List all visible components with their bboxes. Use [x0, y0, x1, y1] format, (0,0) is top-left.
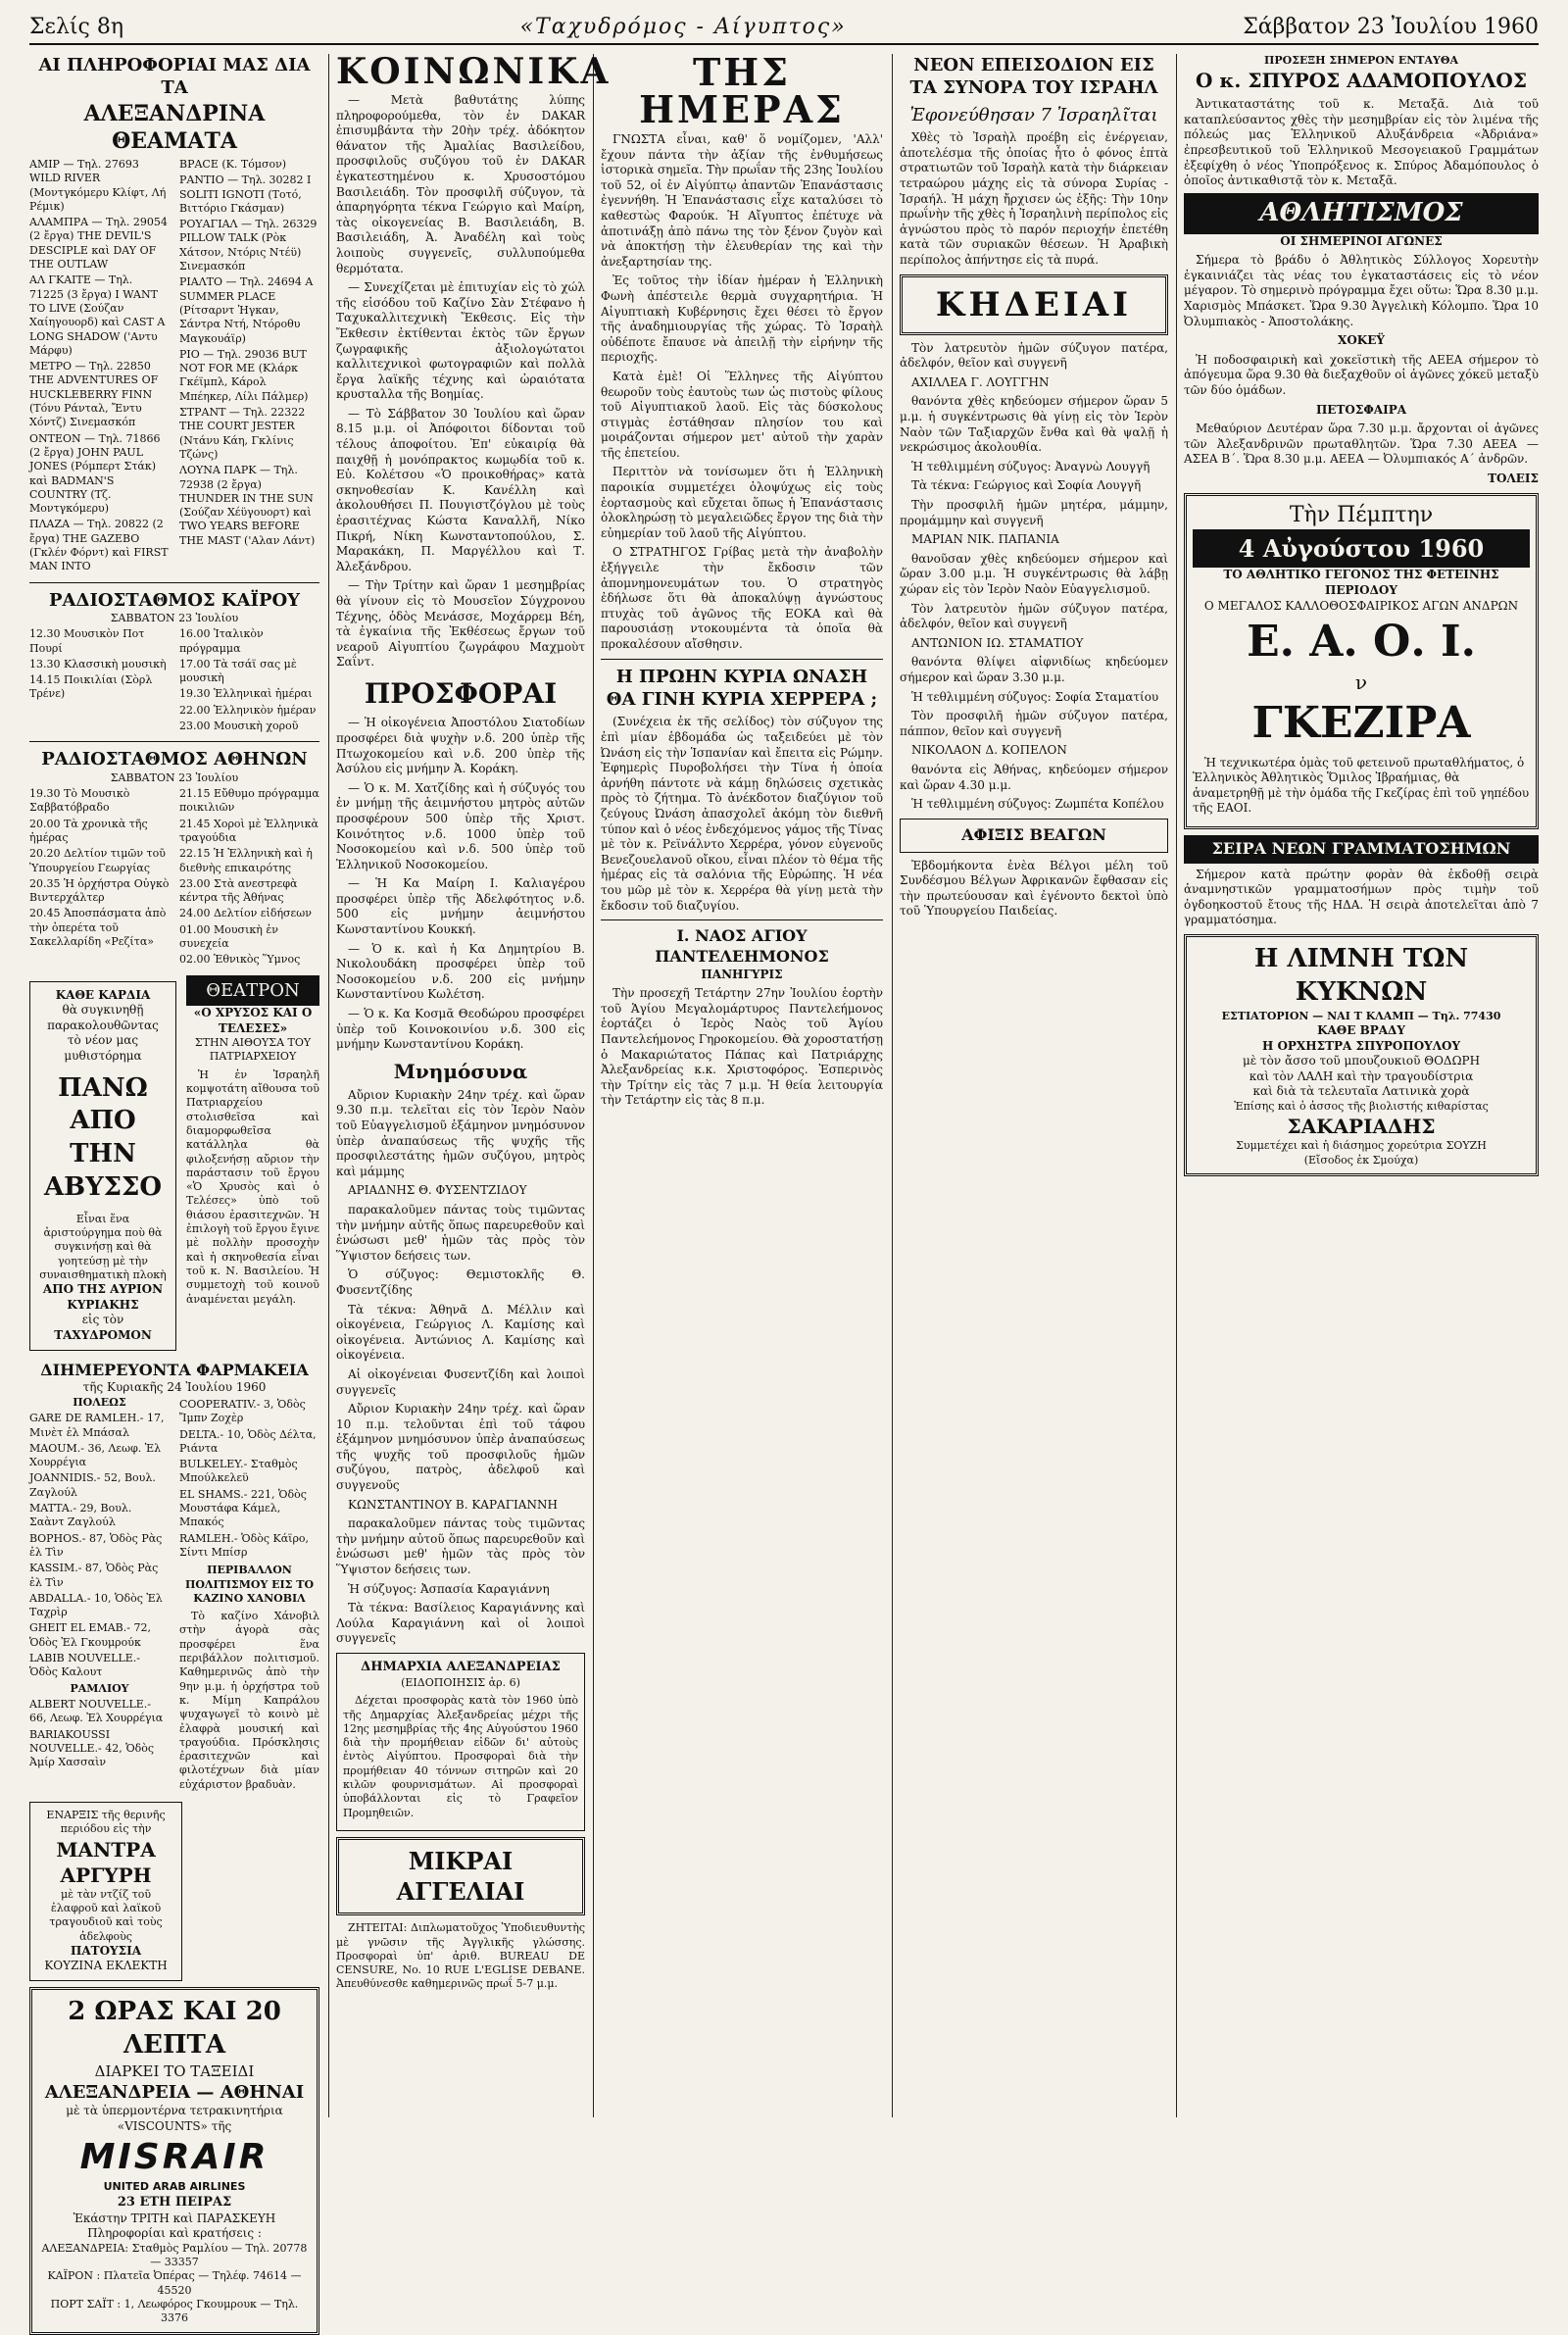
pharmacy-item: GHEIT EL EMAB.- 72, Ὁδὸς Ἐλ Γκουμρούκ [29, 1621, 151, 1649]
column-rule [892, 54, 893, 2117]
radio-program-item: 16.00 Ἰταλικὸν πρόγραμμα [179, 627, 264, 655]
radio-program-item: 20.35 Ἡ ὀρχήστρα Οὐγκὸ Βιντερχάλτερ [29, 876, 170, 905]
misrair-line: ΑΛΕΞΑΝΔΡΕΙΑ: Σταθμὸς Ραμλίου — Τηλ. 20778 — 33357 [41, 2241, 308, 2269]
funeral-paragraph: Ἡ τεθλιμμένη σύζυγος: Ζωμπέτα Κοπέλου [911, 797, 1164, 812]
cinema-listing: ΛΟΥΝΑ ΠΑΡΚ — Τηλ. 72938 (2 ἔργα) THUNDER IN THE SUN (Σούζαν Χέϋγουορτ) καὶ TWO YEARS BEFORE THE MAST ('Αλαν Λάντ) [179, 464, 316, 547]
pharmacies-list-left [29, 1412, 170, 1679]
radio-program-item: 02.00 Ἐθνικὸς Ὕμνος [179, 953, 301, 967]
pharmacy-item: BULKELEY.- Σταθμὸς Μπούλκελεϋ [179, 1458, 298, 1485]
radio-program-item: 20.45 Ἀποσπάσματα ἀπὸ τὴν ὀπερέτα τοῦ Σακελλαρίδη «Ρεζίτα» [29, 907, 167, 948]
funeral-paragraph: θανόντα χθὲς κηδεύομεν σήμερον ὥραν 5 μ.μ. ἡ συγκέντρωσις θὰ γίνῃ εἰς τὸν Ἱερὸν Ναὸν τῶν Ταξιαρχῶν ἔνθα καὶ θὰ ψαλῇ ἡ νεκρώσιμος ἀκολουθία. [900, 394, 1168, 455]
sports-sub: ΟΙ ΣΗΜΕΡΙΝΟΙ ΑΓΩΝΕΣ [1280, 233, 1443, 248]
memorial-paragraph: παρακαλοῦμεν πάντας τοὺς τιμῶντας τὴν μνήμην αὐτοῦ ὅπως παρευρεθοῦν καὶ ἑνώσωσι μεθ' ἡμῶν τὰς πρὸς τὸν Ὕψιστον δεήσεις των. [336, 1516, 585, 1577]
funeral-paragraph: Ἡ τεθλιμμένη σύζυγος: Σοφία Σταματίου [911, 689, 1159, 704]
column-rule [328, 54, 329, 2117]
cinema-listing: ΑΜΙΡ — Τηλ. 27693 WILD RIVER (Μοντγκόμερυ Κλίφτ, Λή Ρέμικ) [29, 157, 167, 213]
funeral-paragraph: Τὸν προσφιλῆ ἡμῶν σύζυγον πατέρα, πάππον, θεῖον καὶ συγγενῆ [900, 709, 1168, 738]
consul-label: ΠΡΟΣΕΞΗ ΣΗΜΕΡΟΝ ΕΝΤΑΥΘΑ [1264, 54, 1458, 67]
radio-cairo-program [29, 625, 319, 735]
memorial-paragraph: Ἡ σύζυγος: Ἀσπασία Καραγιάννη [348, 1581, 550, 1596]
memorials-paragraphs [336, 1088, 585, 1647]
day-paragraphs [601, 132, 883, 541]
radio-program-item: 19.30 Ἑλληνικαὶ ἡμέραι [179, 687, 313, 701]
cinema-listing: ΣΤΡΑΝΤ — Τηλ. 22322 THE COURT JESTER (Ντάνυ Κάη, Γκλίνις Τζώνς) [179, 406, 306, 461]
funeral-paragraph: Ἡ τεθλιμμένη σύζυγος: Ἀναγνὼ Λουγγῆ [911, 459, 1151, 473]
column-rule [593, 54, 594, 2117]
pharmacies-list-right [179, 1398, 319, 1560]
column-2 [336, 51, 612, 2117]
divider [29, 741, 319, 742]
radio-athens-program [29, 785, 319, 969]
swan-lake-line: ΣΑΚΑΡΙΑΔΗΣ [1287, 1115, 1436, 1139]
pharmacy-item: EL SHAMS.- 221, Ὁδὸς Μουστάφα Κάμελ, Μπακός [179, 1487, 307, 1529]
misrair-line: ΠΟΡΤ ΣΑΪΤ : 1, Λεωφόρος Γκουμρουκ — Τηλ. 3376 [50, 2298, 299, 2325]
belgians-heading: ΑΦΙΞΙΣ ΒΕΑΓΩΝ [900, 819, 1168, 853]
consul-name: Ο κ. ΣΠΥΡΟΣ ΑΔΑΜΟΠΟΥΛΟΣ [1196, 69, 1527, 93]
pharmacy-item: ABDALLA.- 10, Ὁδὸς Ἐλ Ταχρὶρ [29, 1591, 163, 1619]
page-number: Σελίς 8η [29, 14, 124, 39]
swan-lake-line: (Εἴσοδος ἐκ Σμούχα) [1303, 1153, 1419, 1167]
pharmacy-item: MATTA.- 29, Βουλ. Σαὰντ Ζαγλούλ [29, 1502, 132, 1529]
radio-program-item: 22.00 Ἑλληνικὸν ἡμέραν [179, 703, 317, 717]
novel-title: ΠΑΝΩ ΑΠΟ ΤΗΝ ΑΒΥΣΣΟ [43, 1072, 163, 1202]
misrair-line: 23 ΕΤΗ ΠΕΙΡΑΣ [117, 2194, 232, 2210]
municipality-title: ΔΗΜΑΡΧΙΑ ΑΛΕΞΑΝΔΡΕΙΑΣ [361, 1660, 561, 1675]
radio-program-item: 01.00 Μουσικὴ ἐν συνεχεία [179, 922, 278, 950]
sports-signature: ΤΟΛΕΙΣ [1488, 471, 1539, 485]
swan-lake-line: καὶ τὸν ΛΑΛΗ καὶ τὴν τραγουδίστρια [1249, 1068, 1474, 1083]
pharmacy-item: ALBERT NOUVELLE.- 66, Λεωφ. Ἐλ Χουρρέγια [29, 1697, 164, 1725]
novel-ad-line: θὰ συγκινηθῇ παρακολουθῶντας [47, 1003, 159, 1032]
memorial-paragraph: Τὰ τέκνα: Βασίλειος Καραγιάννης καὶ Λούλα Καραγιάννη καὶ οἱ λοιποὶ συγγενεῖς [336, 1601, 585, 1646]
match-ad-line: ΤΟ ΑΘΛΗΤΙΚΟ ΓΕΓΟΝΟΣ ΤΗΣ ΦΕΤΕΙΝΗΣ ΠΕΡΙΟΔΟΥ [1223, 568, 1499, 597]
masthead [29, 10, 1539, 45]
divider [601, 919, 883, 920]
social-paragraphs [336, 93, 585, 671]
hockey-text: Ἡ ποδοσφαιρικὴ καὶ χοκεϊστικὴ τῆς ΑΕΕΑ σήμερον τὸ ἀπόγευμα ὥρα 9.30 θὰ διεξαχθοῦν οἱ ἀγῶνες χόκεϋ μεταξὺ τῶν δύο ὁμάδων. [1184, 352, 1539, 397]
consul-text: Ἀντικαταστάτης τοῦ κ. Μεταξᾶ. Διὰ τοῦ καταπλεύσαντος χθὲς τὴν μεσημβρίαν εἰς τὸν λιμένα τῆς πόλεώς μας Ἑλληνικοῦ Αλυξάνδρεια «Ἀδριάνα» ἐπρεσβευτικοῦ τοῦ Ἑλληνικοῦ Μεσογειακοῦ Γραμμάτων ἐξεφίχθη ὁ νέος Ὑποπρόξενος κ. Σπύρος Ἀδαμόπουλος ὁ ὁποῖος ἀντικαθιστᾷ τὸν κ. Μεταξᾶ. [1184, 97, 1539, 188]
match-ad-day: Τὴν Πέμπτην [1289, 502, 1434, 527]
sports-text: Σήμερα τὸ βράδυ ὁ Ἀθλητικὸς Σύλλογος Χορευτὴν ἐγκαινιάζει τὰς νέας του ἐγκαταστάσεις εἰς τὸ νέον μέγαρον. Τὸ σημερινὸ πρόγραμμα ἔχει οὕτω: Ὥρα 8.30 μ.μ. Χαρισμὸς Μπάσκετ. Ὥρα 9.30 Ἀγγελικὴ Κόλομπο. Ὥρα 10 Ὀλυμπιακὸς - Ἀποστολάκης. [1184, 253, 1539, 328]
memorial-paragraph: Αἱ οἰκογένειαι Φυσεντζίδη καὶ λοιποὶ συγγενεῖς [336, 1366, 585, 1397]
issue-date: Σάββατον 23 Ἰουλίου 1960 [1243, 14, 1539, 39]
novel-ad-line: ΚΑΘΕ ΚΑΡΔΙΑ [55, 987, 151, 1002]
pharmacies-list-ramliou [29, 1698, 170, 1769]
column-rule [1176, 54, 1177, 2117]
social-paragraph: — Τὸ Σάββατον 30 Ἰουλίου καὶ ὥραν 8.15 μ.μ. οἱ Ἀπόφοιτοι δίδονται τοῦ τέλους ἀποφοίτου. Ἐπ' εὐκαιρίᾳ θὰ παιχθῇ ἡ μονόπρακτος κωμῳδία τοῦ κ. Εὐ. Κολέτσου «Ὁ προικοθήρας» κατὰ σκηνοθεσίαν Κ. Κανέλλη καὶ ἀκολουθήσει Π. Πουγιστζόγλου μὲ τοὺς ἐρασιτέχνας Κώστα Καναλλῆ, Νίκο Πικρή, Νίκη Κωνσταντοπούλου, Σ. Μαρακάκη, Π. Μαργέλλου καὶ Τ. Ἀλεξάνδρου. [336, 406, 585, 573]
offer-paragraph: — Ὁ κ. Μ. Χατζίδης καὶ ἡ σύζυγός του ἐν μνήμῃ τῆς ἀειμνήστου μητρὸς αὐτῶν προσφέρουν 500 ὑπὲρ τῆς Χριστ. Κοινότητος ν.δ. 1000 ὑπὲρ τοῦ Νοσοκομείου καὶ ν.δ. 500 ὑπὲρ τοῦ Ἑλληνικοῦ Νοσοκομείου. [336, 780, 585, 871]
funerals-heading: ΚΗΔΕΙΑΙ [900, 274, 1168, 335]
swan-lake-line: μὲ τὸν ἄσσο τοῦ μπουζουκιοῦ ΘΟΔΩΡΗ [1242, 1054, 1481, 1068]
divider [29, 582, 319, 583]
radio-athens-left [29, 785, 170, 969]
casino-ad-text: Τὸ καζίνο Χάνοβιλ στὴν ἀγορὰ σὰς προσφέρει ἕνα περιβάλλον πολιτισμοῦ. Καθημερινῶς ἀπὸ τὴν 9ην μ.μ. ἡ ὀρχήστρα τοῦ κ. Μίμη Καπράλου ψυχαγωγεῖ τὸ κοινὸ μὲ ἐλαφρὰ μουσική καὶ τραγούδια. Πρόσκλησις ἐρασιτεχνῶν καὶ φιλοτέχνων διὰ μίαν εὐχάριστον βραδυὰν. [179, 1610, 319, 1791]
pharmacies-body [29, 1396, 319, 1796]
pharmacies-left-col [29, 1396, 170, 1796]
church-text: Τὴν προσεχῆ Τετάρτην 27ην Ἰουλίου ἑορτὴν τοῦ Ἁγίου Μεγαλομάρτυρος Παντελεήμονος ἑορτάζει ὁ Ἱερὸς Ναὸς τοῦ Ἁγίου Παντελεήμονος Γηροκομείου. Θὰ χοροστατήσῃ ὁ Μακαριώτατος Πάπας καὶ Πατριάρχης Ἀλεξανδρείας κ.κ. Χριστοφόρος. Ἐσπερινὸς τὴν Τρίτην εἰς τὰς 7 μ.μ. Ἡ θεία λειτουργία τὴν Τετάρτην εἰς τὰς 8 π.μ. [601, 986, 883, 1108]
cinema-listing: ΡΙΑΛΤΟ — Τηλ. 24694 A SUMMER PLACE (Ρίτσαρντ Ἠγκαν, Σάντρα Ντή, Ντόροθυ Μαγκουάϊρ) [179, 275, 314, 345]
mandra-ad-line: ΠΑΤΟΥΣΙΑ [71, 1943, 142, 1958]
pharmacies-right-col [179, 1396, 319, 1796]
radio-program-item: 21.45 Χοροὶ μὲ Ἑλληνικὰ τραγούδια [179, 817, 318, 844]
israel-heading: ΝΕΟΝ ΕΠΕΙΣΟΔΙΟΝ ΕΙΣ ΤΑ ΣΥΝΟΡΑ ΤΟΥ ΙΣΡΑΗΛ [909, 55, 1158, 99]
ads-row [29, 975, 319, 1357]
pharmacy-item: BARIAKOUSSI NOUVELLE.- 42, Ὁδὸς Ἀμίρ Χασσαὶν [29, 1727, 155, 1769]
classifieds-heading: ΜΙΚΡΑΙ ΑΓΓΕΛΙΑΙ [336, 1837, 585, 1915]
theatre-box-subtitle: «Ο ΧΡΥΣΟΣ ΚΑΙ Ο ΤΕΛΕΣΕΣ» [193, 1005, 313, 1035]
memorial-paragraph: παρακαλοῦμεν πάντας τοὺς τιμῶντας τὴν μνήμην αὐτῆς ὅπως παρευρεθοῦν καὶ ἑνώσωσι μεθ' ἡμῶν τὰς πρὸς τὸν Ὕψιστον δεήσεις των. [336, 1202, 585, 1263]
newspaper-name: «Ταχυδρόμος - Αίγυπτος» [519, 14, 847, 39]
radio-program-item: 19.30 Τὸ Μουσικὸ Σαββατόβραδο [29, 787, 130, 815]
onassis-heading: Η ΠΡΩΗΝ ΚΥΡΙΑ ΩΝΑΣΗ ΘΑ ΓΙΝΗ ΚΥΡΙΑ ΧΕΡΡΕΡΑ ; [606, 666, 878, 710]
match-ad [1184, 493, 1539, 829]
church-sub: ΠΑΝΗΓΥΡΙΣ [701, 967, 783, 981]
funeral-paragraph: Τὰ τέκνα: Γεώργιος καὶ Σοφία Λουγγῆ [911, 478, 1142, 493]
column-3 [601, 50, 883, 2117]
match-ad-team2: ΓΚΕΖΙΡΑ [1251, 698, 1471, 749]
offer-paragraph: — Ὁ κ. καὶ ἡ Κα Δημητρίου Β. Νικολουδάκη προσφέρει ὑπὲρ τοῦ Νοσοκομείου ν.δ. 200 εἰς μνήμην Κωνσταντίνου Κωλέτση. [336, 941, 585, 1002]
offer-paragraph: — Ἡ Κα Μαίρη Ι. Καλιαγέρου προσφέρει ὑπὲρ τῆς Ἀδελφότητος ν.δ. 500 εἰς μνήμην ἀειμνήστου Κωνσταντίνου Κουκκή. [336, 876, 585, 937]
misrair-headline: 2 ΩΡΑΣ ΚΑΙ 20 ΛΕΠΤΑ [68, 1996, 281, 2060]
theatre-box-venue: ΣΤΗΝ ΑΙΘΟΥΣΑ ΤΟΥ ΠΑΤΡΙΑΡΧΕΙΟΥ [194, 1036, 312, 1064]
funeral-paragraph: Τὴν προσφιλῆ ἡμῶν μητέρα, μάμμην, προμάμμην καὶ συγγενῆ [900, 498, 1168, 527]
memorial-paragraph: Τὰ τέκνα: Ἀθηνᾶ Δ. Μέλλιν καὶ οἰκογένεια, Γεώργιος Λ. Καμίσης καὶ οἰκογένεια. Ἀντώνιος Λ. Καμίσης καὶ οἰκογένεια. [336, 1302, 585, 1363]
funeral-paragraph: ΑΧΙΛΛΕΑ Γ. ΛΟΥΓΓΗΝ [911, 374, 1050, 389]
stamps-heading: ΣΕΙΡΑ ΝΕΩΝ ΓΡΑΜΜΑΤΟΣΗΜΩΝ [1184, 835, 1539, 864]
social-paragraph: — Συνεχίζεται μὲ ἐπιτυχίαν εἰς τὸ χώλ τῆς εἰσόδου τοῦ Καζίνο Σὰν Στέφανο ἡ Ταχυκαλλιτεχνικὴ Ἔκθεσις. Εἰς τὴν Ἔκθεσιν ἐκτίθενται ἐκτὸς τῶν ἔργων ζωγραφικῆς ἀξιολογώτατοι καλλιτεχνικοὶ φωτογραφιῶν καὶ πολλὰ ἔργα λαϊκῆς τέχνης καὶ ὡραιότατα κρυσταλλα τῆς Βοημίας. [336, 280, 585, 402]
cinema-list-left [29, 156, 170, 576]
hockey-heading: ΧΟΚΕΫ [1338, 333, 1385, 348]
misrair-line: μὲ τὰ ὑπερμοντέρνα τετρακινητήρια «VISCOUNTS» τῆς [66, 2104, 283, 2134]
cinema-listing: ΡΟΥΑΓΙΑΛ — Τηλ. 26329 PILLOW TALK (Ρὸκ Χάτσον, Ντόρις Ντέϋ) Σινεμασκόπ [179, 218, 318, 273]
match-ad-date: 4 Αὐγούστου 1960 [1193, 529, 1530, 568]
social-heading: ΚΟΙΝΩΝΙΚΑ [336, 51, 612, 92]
pharmacies-sub: τῆς Κυριακῆς 24 Ἰουλίου 1960 [82, 1380, 267, 1395]
swan-lake-line: ΚΑΘΕ ΒΡΑΔΥ [1317, 1022, 1405, 1037]
memorial-paragraph: ΑΡΙΑΔΝΗΣ Θ. ΦΥΣΕΝΤΖΙΔΟΥ [348, 1183, 527, 1198]
divider [601, 659, 883, 660]
day-paragraph: Περιττὸν νὰ τονίσωμεν ὅτι ἡ Ἑλληνικὴ παροικία συμμετέχει ὁλοψύχως εἰς τοὺς ἑορτασμοὺς καὶ εὔχεται ὅπως ἡ Ἐπανάστασις ὁλοκληρώσῃ τὸ μεγαλειῶδες ἔργον της διὰ τὴν εὐημερίαν τοῦ λαοῦ τῆς Αἰγύπτου. [601, 465, 883, 540]
cinema-listing: ΒΡΑCΕ (Κ. Τόμσον) [179, 157, 287, 171]
swan-lake-ad [1184, 934, 1539, 1176]
theatre-box-title: ΘΕΑΤΡΟΝ [186, 975, 319, 1006]
novel-ad-line: εἰς τὸν [81, 1313, 124, 1327]
match-ad-line: Ο ΜΕΓΑΛΟΣ ΚΑΛΛΟΘΟΣΦΑΙΡΙΚΟΣ ΑΓΩΝ ΑΝΔΡΩΝ [1203, 598, 1519, 613]
theatres-heading-2: ΑΛΕΞΑΝΔΡΙΝΑ ΘΕΑΜΑΤΑ [83, 100, 266, 155]
column-4 [900, 54, 1168, 2117]
radio-athens-date: ΣΑΒΒΑΤΟΝ 23 Ἰουλίου [110, 770, 239, 784]
theatre-box [186, 975, 319, 1357]
cinema-list-right [179, 156, 319, 576]
offer-paragraph: — Ἡ οἰκογένεια Ἀποστόλου Σιατοδίων προσφέρει διὰ ψυχὴν ν.δ. 200 ὑπὲρ τῆς Πτωχοκομείου καὶ ν.δ. 200 ὑπὲρ τῆς Ἀσύλου εἰς μνήμην Ἀ. Κοράκη. [336, 716, 585, 776]
volleyball-text: Μεθαύριον Δευτέραν ὥρα 7.30 μ.μ. ἄρχονται οἱ ἀγῶνες τῶν Ἀλεξανδρινῶν πρωταθλητῶν. Ὥρα 7.30 ΑΕΕΑ — ΑΣΕΑ Β΄. Ὥρα 8.30 μ.μ. ΑΕΕΑ — Ὀλυμπιακός Α΄ ἀνδρῶν. [1184, 422, 1539, 467]
novel-ad-line: ΤΑΧΥΔΡΟΜΟΝ [54, 1328, 152, 1343]
funeral-paragraph: Τὸν λατρευτὸν ἡμῶν σύζυγον πατέρα, ἀδελφόν, θεῖον καὶ συγγενῆ [900, 601, 1168, 631]
swan-lake-line: ΕΣΤΙΑΤΟΡΙΟΝ — ΝΑΙ Τ ΚΛΑΜΠ — Τηλ. 77430 [1221, 1009, 1501, 1022]
offers-heading: ΠΡΟΣΦΟΡΑΙ [364, 676, 558, 710]
radio-program-item: 14.15 Ποικιλίαι (Σὸρλ Τρένε) [29, 673, 153, 701]
funeral-paragraph: θανόντα θλίψει αἰφνιδίως κηδεύομεν σήμερον καὶ ὥραν 3.30 μ.μ. [900, 655, 1168, 684]
pharmacy-item: ΜΑΟUM.- 36, Λεωφ. Ἐλ Χουρρέγια [29, 1441, 162, 1469]
match-ad-text: Ἡ τεχνικωτέρα ὁμὰς τοῦ φετεινοῦ πρωταθλήματος, ὁ Ἑλληνικὸς Ἀθλητικὸς Ὅμιλος Ἰβραήμιας, θὰ ἀναμετρηθῇ μὲ τὴν ὁμάδα τῆς Γκεζίρας ἐπὶ τοῦ γηπέδου τῆς ΕΑΟΙ. [1193, 755, 1530, 816]
pharmacy-item: RAMLEH.- Ὁδὸς Κάϊρο, Σίντι Μπίσρ [179, 1531, 310, 1559]
memorial-paragraph: Αὔριον Κυριακὴν 24ην τρέχ. καὶ ὥραν 10 π.μ. τελοῦνται ἐπὶ τοῦ τάφου ἐξάμηνον μνημόσυνον ὑπὲρ ἀναπαύσεως τῆς ψυχῆς τοῦ προσφιλοῦς ἡμῶν συζύγου, πατρὸς, ἀδελφοῦ καὶ συγγενοῦς [336, 1402, 585, 1493]
cinema-listing: ΟΝΤΕΟΝ — Τηλ. 71866 (2 ἔργα) JOHN PAUL JONES (Ρόμπερτ Στάκ) καὶ BADMAN'S COUNTRY (Τζ. Μοντγκόμερυ) [29, 431, 161, 516]
radio-cairo-right [179, 625, 319, 735]
radio-program-item: 21.15 Εὔθυμο πρόγραμμα ποικιλιῶν [179, 787, 319, 815]
belgians-text: Ἐβδομήκοντα ἑνὲα Βέλγοι μέλη τοῦ Συνδέσμου Βέλγων Ἀφρικανῶν ἔφθασαν εἰς τὴν πρωτεύουσαν καὶ ἐγένοντο δεκτοὶ ὑπὸ τοῦ Ὑπουργείου Παιδείας. [900, 858, 1168, 919]
novel-ad-line: Εἶναι ἕνα ἀριστούργημα ποὺ θὰ συγκινήσῃ καὶ θὰ γοητεύσῃ μὲ τὴν συναισθηματικὴ πλοκὴ [39, 1212, 167, 1281]
pharmacy-item: LABIB NOUVELLE.- Ὁδὸς Καλουτ [29, 1652, 140, 1679]
swan-lake-title: Η ΛΙΜΝΗ ΤΩΝ ΚΥΚΝΩΝ [1253, 944, 1469, 1007]
pharmacy-item: GARE DE RAMLEH.- 17, Μινὲτ ἐλ Μπάσαλ [29, 1412, 165, 1439]
column-5 [1184, 54, 1539, 2117]
church-heading: Ι. ΝΑΟΣ ΑΓΙΟΥ ΠΑΝΤΕΛΕΗΜΟΝΟΣ [655, 926, 829, 966]
swan-lake-line: Η ΟΡΧΗΣΤΡΑ ΣΠΥΡΟΠΟΥΛΟΥ [1261, 1038, 1461, 1053]
radio-program-item: 17.00 Τὰ τσάϊ σας μὲ μουσικὴ [179, 657, 297, 685]
municipality-sub: (ΕΙΔΟΠΟΙΗΣΙΣ ἀρ. 6) [401, 1675, 520, 1689]
theatres-heading: ΑΙ ΠΛΗΡΟΦΟΡΙΑΙ ΜΑΣ ΔΙΑ ΤΑ [38, 55, 311, 99]
classifieds-text: ΖΗΤΕΙΤΑΙ: Διπλωματοῦχος Ὑποδιευθυντὴς μὲ γνῶσιν τῆς Ἀγγλικῆς γλώσσης. Προσφοραὶ ὑπ' ἀριθ. BUREAU DE CENSURE, No. 10 RUE L'EGLISE DEBANE. Ἀπευθύνεσθε καθημερινῶς πρωΐ 5-7 μ.μ. [336, 1921, 585, 1991]
casino-ad-title: ΠΕΡΙΒΑΛΛΟΝ ΠΟΛΙΤΙΣΜΟΥ ΕΙΣ ΤΟ ΚΑΖΙΝΟ ΧΑΝΟΒΙΛ [184, 1564, 315, 1605]
pharmacy-item: JOANNIDIS.- 52, Βουλ. Ζαγλούλ [29, 1471, 156, 1499]
memorial-paragraph: Αὔριον Κυριακὴν 24ην τρέχ. καὶ ὥραν 9.30 π.μ. τελεῖται εἰς τὸν Ἱερὸν Ναὸν τοῦ Εὐαγγελισμοῦ ἑξάμηνον μνημόσυνον ὑπὲρ ἀναπαύσεως τῆς ψυχῆς τῆς προσφιλεστάτης ἡμῶν συζύγου, μητρὸς καὶ μάμμης [336, 1087, 585, 1178]
day-paragraph: Κατὰ ἐμὲ! Οἱ Ἕλληνες τῆς Αἰγύπτου θεωροῦν τοὺς ἑαυτοὺς των ὡς πιστοὺς φίλους τοῦ Αἰγυπτιακοῦ λαοῦ. Εἰς τὰς δύσκολους στιγμὰς ἐστάθησαν πλησίον του καὶ μοιράζονται σήμερον μετ' αὐτοῦ τὴν χαρὰν τῆς ἐπετείου. [601, 369, 883, 460]
pharmacy-item: KASSIM.- 87, Ὁδὸς Ρὰς ἐλ Τὶν [29, 1562, 159, 1589]
cinema-listings [29, 156, 319, 576]
mandra-ad-line: μὲ τὰν ντζίζ τοῦ ἐλαφροῦ καὶ λαϊκοῦ τραγουδιοῦ καὶ τοὺς ἀδελφοὺς [49, 1887, 163, 1943]
funeral-paragraph: θανόντα εἰς Ἀθήνας, κηδεύομεν σήμερον καὶ ὥραν 4.30 μ.μ. [900, 762, 1168, 792]
cinema-listing: ΡΑΝΤΙΟ — Τηλ. 30282 I SOLITI IGNOTI (Τοτό, Βιττόριο Γκάσμαν) [179, 174, 312, 215]
misrair-line: Πληροφορίαι καὶ κρατήσεις : [87, 2226, 262, 2241]
social-paragraph: — Τὴν Τρίτην καὶ ὥραν 1 μεσημβρίας θὰ γίνουν εἰς τὸ Μουσεῖον Σύγχρονου Τέχνης, ὁδὸς Μενάσσε, Μοχάρρεμ Βέη, τὰ ἐγκαίνια τῆς Ἐκθέσεως ἔργων τοῦ νεαροῦ Αἰγυπτίου ζωγράφου Μαχμοὺτ Σαΐντ. [336, 578, 585, 670]
pharmacies-heading: ΔΙΗΜΕΡΕΥΟΝΤΑ ΦΑΡΜΑΚΕΙΑ [40, 1360, 309, 1379]
radio-program-item: 22.15 Ἡ Ἑλληνικὴ καὶ ἡ διεθνὴς επικαιρότης [179, 847, 313, 874]
theatre-box-text: Ἡ ἐν Ἰσραηλῆ κομψοτάτη αἴθουσα τοῦ Πατριαρχείου στολισθεῖσα καὶ διαμορφωθεῖσα κατάλληλα θὰ φιλοξενήσῃ αὔριον τὴν παράστασιν τοῦ ἔργου «Ὁ Χρυσὸς καὶ ὁ Τελέσες» ὑπὸ τοῦ θιάσου ἐρασιτεχνῶν. Ἡ ἐπιλογὴ τοῦ ἔργου ἔγινε μὲ πολλὴν προσοχὴν καὶ ἡ σκηνοθεσία εἶναι τοῦ κ. Ν. Βασιλείου. Ἡ συμμετοχὴ τοῦ κοινοῦ ἀναμένεται μεγάλη. [186, 1068, 319, 1306]
match-ad-vs: ν [1354, 671, 1368, 695]
radio-athens-right [179, 785, 319, 969]
misrair-line: ΔΙΑΡΚΕΙ ΤΟ ΤΑΞΕΙΔΙ [94, 2062, 255, 2080]
swan-lake-line: καὶ διὰ τὰ τελευταῖα Λατινικὰ χορὰ [1252, 1084, 1470, 1099]
funeral-paragraph: ΝΙΚΟΛΑΟΝ Δ. ΚΟΠΕΛΟΝ [911, 743, 1067, 758]
israel-sub: Ἐφονεύθησαν 7 Ἰσραηλῖται [909, 104, 1158, 125]
radio-program-item: 24.00 Δελτίον εἰδήσεων [179, 907, 312, 920]
day-heading: ΤΗΣ ΗΜΕΡΑΣ [639, 50, 845, 131]
misrair-line: UNITED ARAB AIRLINES [103, 2180, 246, 2194]
swan-lake-line: Συμμετέχει καὶ ἡ διάσημος χορεύτρια ΣΟΥΖΗ [1236, 1139, 1487, 1153]
offers-paragraphs [336, 716, 585, 1052]
misrair-line: ΚΑΪΡΟΝ : Πλατεῖα Ὀπέρας — Τηλέφ. 74614 — 45520 [47, 2269, 302, 2297]
match-ad-team1: Ε. Α. Ο. Ι. [1247, 617, 1476, 668]
pharmacy-item: ΒΟΡΗΟS.- 87, Ὁδὸς Ρὰς ἐλ Τὶν [29, 1531, 163, 1559]
pharmacy-item: COOPERATIV.- 3, Ὁδὸς Ἴμπν Ζοχὲρ [179, 1398, 306, 1425]
novel-ad-line: ΑΠΟ ΤΗΣ ΑΥΡΙΟΝ ΚΥΡΙΑΚΗΣ [42, 1282, 164, 1312]
onassis-text: (Συνέχεια ἐκ τῆς σελίδος) τὸν σύζυγον της ἐπὶ μίαν ἑβδομάδα ὡς ταξειδεύει μὲ τὸν Ὠνάση εἰς τὴν Ἱσπανίαν καὶ ἔπειτα εἰς Ρώμην. Ἐφημερὶς Πυροβολήσει τὴν Τίνα ἡ ὁποία ἀρνήθη πάντοτε νὰ κάμῃ δηλώσεις σχετικὰς πρὸς τὸ ζήτημα. Τὸ ἀνέκδοτον διαζύγιον τοῦ ζεύγους Ὠνάση ἀπασχολεῖ ἀκόμη τὸν διεθνῆ τύπον καὶ ὁ νέος ἐνδεχόμενος γάμος τῆς Τίνας μὲ τὸν κ. Ρεϊνάλντο Χερρέρα, γόνον εὐγενοῦς Βενεζουελανοῦ οἴκου, εἶναι πλέον τὸ θέμα τῆς ἡμέρας εἰς τὰ σαλόνια τῆς Εὐρώπης. Ἡ νέα του μῶρ μὲ τὸν κ. Χερρέρα θὰ γίνῃ μετὰ τὴν ἔκδοσιν τοῦ διαζυγίου. [601, 715, 883, 913]
radio-program-item: 12.30 Μουσικὸν Ποτ Πουρί [29, 627, 145, 655]
radio-program-item: 20.20 Δελτίον τιμῶν τοῦ Ὑπουργείου Γεωργίας [29, 847, 166, 874]
funerals-list [900, 341, 1168, 813]
novel-ad [29, 981, 176, 1351]
cinema-listing: ΡΙΟ — Τηλ. 29036 BUT NOT FOR ME (Κλάρκ Γκέϊμπλ, Κάρολ Μπέηκερ, Λίλι Πάλμερ) [179, 347, 309, 403]
social-paragraph: — Μετὰ βαθυτάτης λύπης πληροφορούμεθα, τὸν ἐν DAKAR ἐπισυμβάντα τὴν 20ὴν τρέχ. ἀδόκητον θάνατον τῆς Ἀμαλίας Βασιλείδου, προσφιλοῦς συζύγου τοῦ ἐν DAKAR ἐγκατεστημένου κ. Χρυσοστόμου Βασιλειάδη. Τὸν προσφιλῆ σύζυγον, τὰ ἀπαρηγόρητα τέκνα Γεώργιο καὶ Μαίρη, τὰς οἰκογενείας Β. Βασιλειάδη, Β. Βασιλειάδη, Ἀ. Ἀναδέλη καὶ τοὺς λοιποὺς συγγενεῖς, συλλυπούμεθα θερμότατα. [336, 93, 585, 275]
memorials-heading: Μνημόσυνα [393, 1059, 528, 1083]
column-1 [29, 54, 319, 2325]
cinema-listing: ΑΛ ΓΚΑΙΤΕ — Τηλ. 71225 (3 ἔργα) I WANT TO LIVE (Σούζαν Χαίηγουορδ) καὶ CAST A LONG SHADOW ('Αντυ Μάρφυ) [29, 273, 166, 357]
mandra-ad-line: ΕΝΑΡΞΙΣ τῆς θερινῆς περιόδου εἰς τὴν [46, 1809, 166, 1836]
sports-heading: ΑΘΛΗΤΙΣΜΟΣ [1184, 193, 1539, 234]
radio-cairo-left [29, 625, 170, 735]
funeral-paragraph: ΜΑΡΙΑΝ ΝΙΚ. ΠΑΠΑΝΙΑ [911, 532, 1059, 547]
radio-athens-heading: ΡΑΔΙΟΣΤΑΘΜΟΣ ΑΘΗΝΩΝ [41, 749, 308, 770]
misrair-logo: MISRAIR [79, 2136, 270, 2177]
offer-paragraph: — Ὁ κ. Κα Κοσμᾶ Θεοδώρου προσφέρει ὑπὲρ τοῦ Κοινοκοινίου ν.δ. 300 εἰς μνήμην Κωνσταντίνου Κοράκη. [336, 1007, 585, 1052]
radio-program-item: 23.00 Μουσικὴ χοροῦ [179, 720, 299, 733]
israel-text: Χθὲς τὸ Ἰσραὴλ προέβη εἰς ἐνέργειαν, ἀποτελέσμα τῆς ὁποίας ἦτο ὁ φόνος ἑπτὰ στρατιωτῶν τοῦ Ἰσραὴλ κατὰ τὴν διάρκειαν τετραώρου μάχης εἰς τὰ σύνορα Συρίας - Ἰσραήλ. Ἡ μάχη ἤρχισεν ὡς ἑξῆς: Τὴν 10ην πρωΐνὴν τῆς χθὲς ἡ Ἰσραηλινὴ περίπολος εἰς ἀγνώστου πρὸς τὸ παρόν περιοχήν ἐπετέθη κατὰ τῶν συριακῶν θέσεων. Ἡ Ἀραβικὴ περίπολος ἀπήντησε εἰς τὰ πυρά. [900, 130, 1168, 267]
radio-program-item: 20.00 Τὰ χρονικὰ τῆς ἡμέρας [29, 817, 148, 844]
misrair-route: ΑΛΕΞΑΝΔΡΕΙΑ — ΑΘΗΝΑΙ [44, 2082, 305, 2104]
radio-program-item: 23.00 Στὰ ανεστρεφὰ κέντρα τῆς Ἀθήνας [179, 876, 298, 905]
swan-lake-line: Ἐπίσης καὶ ὁ ἀσσος τῆς βιολιστής κιθαρίστας [1234, 1099, 1489, 1113]
memorial-paragraph: ΚΩΝΣΤΑΝΤΙΝΟΥ Β. ΚΑΡΑΓΙΑΝΝΗ [348, 1497, 558, 1512]
memorial-paragraph: Ὁ σύζυγος: Θεμιστοκλῆς Θ. Φυσεντζίδης [336, 1267, 585, 1297]
novel-ad-line: τὸ νέον μας μυθιστόρημα [64, 1033, 142, 1063]
cinema-listing: ΠΛΑΖΑ — Τηλ. 20822 (2 ἔργα) THE GAZEBO (Γκλέν Φόρντ) καὶ FIRST MAN INTO [29, 518, 169, 573]
funeral-paragraph: ΑΝΤΩΝΙΟΝ ΙΩ. ΣΤΑΜΑΤΙΟΥ [911, 635, 1084, 650]
pharmacies-ramliou: ΡΑΜΛΙΟΥ [70, 1681, 129, 1695]
day-paragraph: Ἐς τοῦτος τὴν ἰδίαν ἡμέραν ἡ Ἑλληνικὴ Φωνὴ ἀπέστειλε θερμὰ συγχαρητήρια. Ἡ Αἰγυπτιακὴ Κυβέρνησις ἔχει θέσει τὸ ἔργον τῆς ἀναδημιουργίας τῆς χώρας. Τὸ Ἰσραὴλ οὐδέποτε ἔπαυσε νὰ ἀπειλῇ τὴν εἰρήνην τῆς περιοχῆς. [601, 273, 883, 365]
volleyball-heading: ΠΕΤΟΣΦΑΙΡΑ [1315, 402, 1407, 417]
grivas-text: Ο ΣΤΡΑΤΗΓΟΣ Γρίβας μετὰ τὴν ἀναβολὴν ἐξήγγειλε τὴν ἔκδοσιν τῶν ἀπομνημονευμάτων του. Ὁ στρατηγὸς ἐδήλωσε ὅτι θὰ ἀποκαλύψῃ ἀγνώστους πτυχὰς τοῦ ἀγῶνος τῆς ΕΟΚΑ καὶ θὰ παρουσιάσῃ ντοκουμέντα τὰ ὁποῖα θὰ προκαλέσουν αἴσθησιν. [601, 545, 883, 651]
municipality-notice [336, 1653, 585, 1831]
radio-cairo-heading: ΡΑΔΙΟΣΤΑΘΜΟΣ ΚΑΪΡΟΥ [48, 589, 301, 611]
day-paragraph: ΓΝΩΣΤΑ εἶναι, καθ' ὅ νομίζομεν, 'Αλλ' ἔχουν πάντα τὴν ἀξίαν τῆς ἐνθυμήσεως ἱστορικὰ σημεῖα. Τὴν πρωΐαν τῆς 23ης Ἰουλίου τοῦ 52, οἱ ἐν Αἰγύπτῳ ἀπαντῶν Ἐπανάστασις ἐγεννήθη. Ἡ Ἐπανάστασις εἶχε καταλύσει τὸ καθεστὼς Φαρούκ. Ἡ Αἴγυπτος ἐπέτυχε νὰ ἀποτινάξῃ ἀπὸ πάνω της τὸν ξένον ζυγὸν καὶ νὰ ἀποκτήσῃ τὴν ἐλευθερίαν της καὶ τὴν ἀνεξαρτησίαν της. [601, 132, 883, 269]
funeral-paragraph: θανοῦσαν χθὲς κηδεύομεν σήμερον καὶ ὥραν 3.00 μ.μ. Ἡ συγκέντρωσις θὰ λάβῃ χώραν εἰς τὸν Ἱερὸν Ναὸν Εὐαγγελισμοῦ. [900, 551, 1168, 597]
mandra-ad-title: ΜΑΝΤΡΑ ΑΡΓΥΡΗ [56, 1837, 156, 1887]
cinema-listing: ΑΛΑΜΠΡΑ — Τηλ. 29054 (2 ἔργα) THE DEVIL'S DESCIPLE καὶ DAY OF THE OUTLAW [29, 216, 168, 272]
funeral-paragraph: Τὸν λατρευτὸν ἡμῶν σύζυγον πατέρα, ἀδελφόν, θεῖον καὶ συγγενῆ [900, 340, 1168, 371]
mandra-ad-line: ΚΟΥΖΙΝΑ ΕΚΛΕΚΤΗ [44, 1959, 168, 1973]
mandra-ad [29, 1802, 182, 1981]
pharmacy-item: DELTA.- 10, Ὁδὸς Δέλτα, Ριάντα [179, 1427, 317, 1455]
misrair-ad [29, 1987, 319, 2335]
radio-cairo-date: ΣΑΒΒΑΤΟΝ 23 Ἰουλίου [110, 611, 239, 624]
radio-program-item: 13.30 Κλασσικὴ μουσικὴ [29, 657, 167, 671]
cinema-listing: ΜΕΤΡΟ — Τηλ. 22850 THE ADVENTURES OF HUCKLEBERRY FINN (Τόνυ Ράνταλ, Ἔντυ Χόντζ) Σινεμασκόπ [29, 360, 159, 429]
stamps-text: Σήμερον κατὰ πρώτην φορὰν θὰ ἐκδοθῇ σειρὰ ἀναμνηστικῶν γραμματοσήμων πρὸς τιμὴν τοῦ ὀγδοηκοστοῦ ἔτους τῆς ΗΔΑ. Ἡ σειρὰ ἀποτελεῖται ἀπὸ 7 γραμματόσημα. [1184, 867, 1539, 927]
misrair-line: Ἑκάστην ΤΡΙΤΗ καὶ ΠΑΡΑΣΚΕΥΗ [73, 2211, 276, 2225]
municipality-text: Δέχεται προσφορὰς κατὰ τὸν 1960 ὑπὸ τῆς Δημαρχίας Ἀλεξανδρείας μέχρι τῆς 12ης μεσημβρίας τῆς 4ης Αὐγούστου 1960 διὰ τὴν προμήθειαν εἰδῶν δι' αὐτοὺς ἐντὸς Αἰγύπτου. Προσφοραὶ διὰ τὴν προμήθειαν 40 τόννων σιτηρῶν καὶ 20 κιλῶν φουρνισμάτων. Αἱ προσφοραὶ ὑποβάλλονται εἰς τὸ Γραφεῖον Προμηθειῶν. [343, 1694, 578, 1819]
pharmacies-poleos: ΠΟΛΕΩΣ [73, 1396, 126, 1409]
